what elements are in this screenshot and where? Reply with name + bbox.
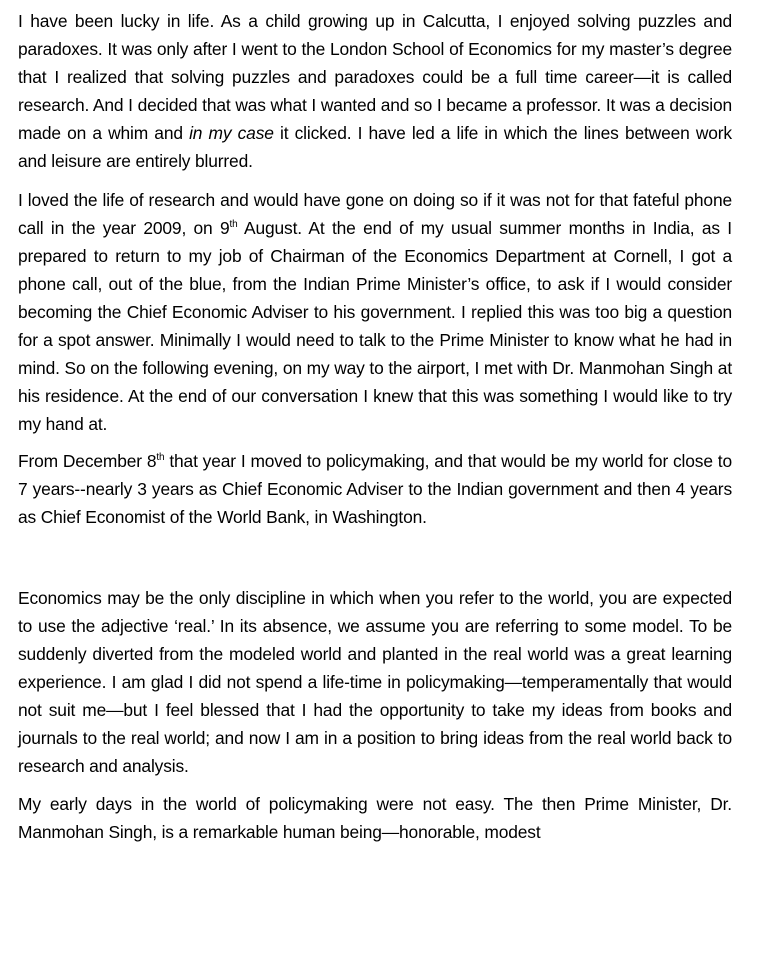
- ordinal-superscript: th: [229, 219, 238, 230]
- text-segment: I loved the life of research and would have gone on doing so if it was not for that fateful phone call in the year 2009, on 9: [18, 190, 732, 238]
- paragraph-real-world: [18, 584, 732, 780]
- text-segment: I have been lucky in life. As a child growing up in Calcutta, I enjoyed solving puzzles and paradoxes. It was only after I went to the London School of Economics for my master’s degree that I realized that solving puzzles and paradoxes could be a full time career—it is called research. And I decided that was what I wanted and so I became a professor. It was a decision made on a whim and: [18, 11, 732, 143]
- italic-emphasis: in my case: [189, 123, 274, 143]
- paragraph-lucky-in-life: [18, 7, 732, 175]
- text-segment: August. At the end of my usual summer months in India, as I prepared to return to my job of Chairman of the Economics Department at Cornell, I got a phone call, out of the blue, from the Indian Prime Minister’s office, to ask if I would consider becoming the Chief Economic Adviser to his government. I replied this was too big a question for a spot answer. Minimally I would need to talk to the Prime Minister to know what he had in mind. So on the following evening, on my way to the airport, I met with Dr. Manmohan Singh at his residence. At the end of our conversation I knew that this was something I would like to try my hand at.: [18, 218, 732, 434]
- text-segment: that year I moved to policymaking, and that would be my world for close to 7 years--nearly 3 years as Chief Economic Adviser to the Indian government and then 4 years as Chief Economist of the World Bank, in Washington.: [18, 451, 732, 527]
- text-segment: From December 8: [18, 451, 157, 471]
- text-segment: it clicked. I have led a life in which the lines between work and leisure are entirely blurred.: [18, 123, 732, 171]
- ordinal-superscript: th: [156, 452, 165, 463]
- paragraph-early-days: [18, 790, 732, 846]
- paragraph-phone-call: [18, 186, 732, 438]
- paragraph-policymaking-years: [18, 447, 732, 531]
- document-page: [18, 7, 732, 846]
- text-segment: My early days in the world of policymaking were not easy. The then Prime Minister, Dr. Manmohan Singh, is a remarkable human being—honorable, modest: [18, 794, 732, 842]
- text-segment: Economics may be the only discipline in which when you refer to the world, you are expected to use the adjective ‘real.’ In its absence, we assume you are referring to some model. To be suddenly diverted from the modeled world and planted in the real world was a great learning experience. I am glad I did not spend a life-time in policymaking—temperamentally that would not suit me—but I feel blessed that I had the opportunity to take my ideas from books and journals to the real world; and now I am in a position to bring ideas from the real world back to research and analysis.: [18, 588, 732, 776]
